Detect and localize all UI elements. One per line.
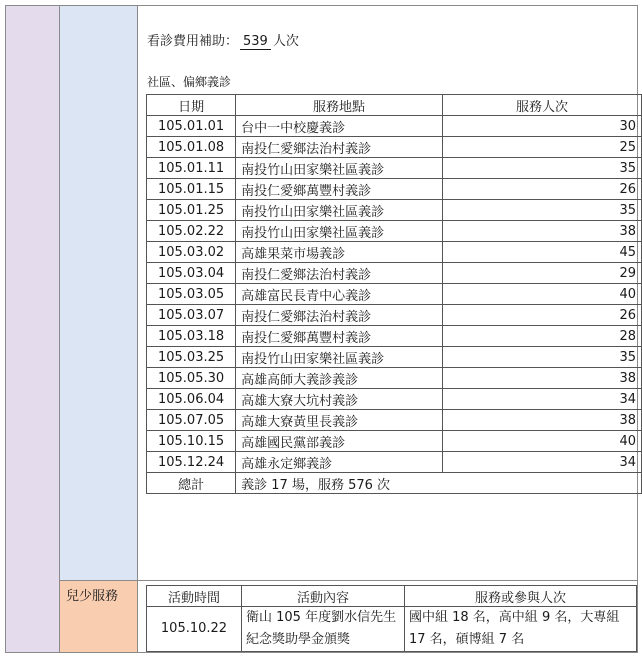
total-label: 總計 (147, 473, 236, 494)
row-location: 南投仁愛鄉萬豐村義診 (236, 179, 443, 200)
row-date: 105.03.18 (147, 326, 236, 347)
row-date: 105.07.05 (147, 410, 236, 431)
row-location: 南投竹山田家樂社區義診 (236, 347, 443, 368)
row-date: 105.03.05 (147, 284, 236, 305)
table-row (147, 431, 642, 452)
row-location: 南投仁愛鄉萬豐村義診 (236, 326, 443, 347)
row-location: 南投仁愛鄉法治村義診 (236, 263, 443, 284)
table-row (147, 368, 642, 389)
category-column-upper (60, 5, 138, 581)
row-count: 25 (442, 137, 641, 158)
row-location: 南投仁愛鄉法治村義診 (236, 305, 443, 326)
row-location: 台中一中校慶義診 (236, 116, 443, 137)
row-date: 105.03.02 (147, 242, 236, 263)
row-count: 40 (442, 431, 641, 452)
row-date: 105.01.11 (147, 158, 236, 179)
subsidy-line (147, 30, 299, 50)
row-location: 南投仁愛鄉法治村義診 (236, 137, 443, 158)
row-count: 40 (442, 284, 641, 305)
youth-service-label: 兒少服務 (66, 589, 119, 604)
subsidy-unit: 人次 (272, 34, 299, 49)
activity-time: 105.10.22 (147, 607, 242, 652)
row-date: 105.03.04 (147, 263, 236, 284)
activity-participants: 國中組 18 名，高中組 9 名，大專組 17 名，碩博組 7 名 (405, 607, 637, 652)
table-row (147, 137, 642, 158)
row-date: 105.12.24 (147, 452, 236, 473)
row-count: 26 (442, 179, 641, 200)
row-date: 105.06.04 (147, 389, 236, 410)
table-row (147, 305, 642, 326)
row-location: 南投竹山田家樂社區義診 (236, 200, 443, 221)
header-activity-time: 活動時間 (147, 586, 242, 607)
table-row (147, 389, 642, 410)
row-location: 高雄國民黨部義診 (236, 431, 443, 452)
row-count: 26 (442, 305, 641, 326)
table-row (147, 179, 642, 200)
header-location: 服務地點 (236, 95, 443, 116)
clinic-table-header (147, 95, 642, 116)
row-location: 南投竹山田家樂社區義診 (236, 158, 443, 179)
row-count: 30 (442, 116, 641, 137)
row-count: 38 (442, 368, 641, 389)
row-count: 28 (442, 326, 641, 347)
row-location: 高雄永定鄉義診 (236, 452, 443, 473)
row-date: 105.01.08 (147, 137, 236, 158)
table-row (147, 200, 642, 221)
clinic-table (146, 94, 642, 494)
row-date: 105.02.22 (147, 221, 236, 242)
row-location: 高雄大寮黃里長義診 (236, 410, 443, 431)
table-row (147, 607, 637, 652)
subsidy-label: 看診費用補助： (147, 34, 239, 49)
row-date: 105.10.15 (147, 431, 236, 452)
row-date: 105.01.01 (147, 116, 236, 137)
header-activity-content: 活動內容 (242, 586, 405, 607)
row-count: 35 (442, 200, 641, 221)
header-date: 日期 (147, 95, 236, 116)
row-date: 105.05.30 (147, 368, 236, 389)
activity-content: 衛山 105 年度劉水信先生紀念獎助學金頒獎 (242, 607, 405, 652)
row-count: 35 (442, 158, 641, 179)
table-row (147, 347, 642, 368)
header-participants: 服務或參與人次 (405, 586, 637, 607)
row-count: 34 (442, 452, 641, 473)
row-count: 38 (442, 221, 641, 242)
table-row (147, 452, 642, 473)
youth-activity-table (146, 585, 637, 652)
table-row (147, 410, 642, 431)
row-location: 高雄大寮大坑村義診 (236, 389, 443, 410)
table-row (147, 221, 642, 242)
row-count: 34 (442, 389, 641, 410)
row-count: 29 (442, 263, 641, 284)
table-row (147, 158, 642, 179)
row-location: 高雄高師大義診義診 (236, 368, 443, 389)
total-text: 義診 17 場，服務 576 次 (236, 473, 642, 494)
row-count: 38 (442, 410, 641, 431)
row-date: 105.03.25 (147, 347, 236, 368)
table-row (147, 242, 642, 263)
category-column-youth (60, 580, 138, 653)
row-count: 35 (442, 347, 641, 368)
row-date: 105.01.25 (147, 200, 236, 221)
subsidy-value: 539 (240, 34, 271, 50)
row-location: 高雄富民長青中心義診 (236, 284, 443, 305)
table-row (147, 116, 642, 137)
row-date: 105.03.07 (147, 305, 236, 326)
left-category-column (5, 5, 60, 653)
row-date: 105.01.15 (147, 179, 236, 200)
header-count: 服務人次 (442, 95, 641, 116)
row-count: 45 (442, 242, 641, 263)
table-row (147, 263, 642, 284)
activity-table-header (147, 586, 637, 607)
row-location: 高雄果菜市場義診 (236, 242, 443, 263)
row-location: 南投竹山田家樂社區義診 (236, 221, 443, 242)
clinic-total-row (147, 473, 642, 494)
clinic-section-title: 社區、偏鄉義診 (147, 75, 232, 89)
table-row (147, 326, 642, 347)
table-row (147, 284, 642, 305)
